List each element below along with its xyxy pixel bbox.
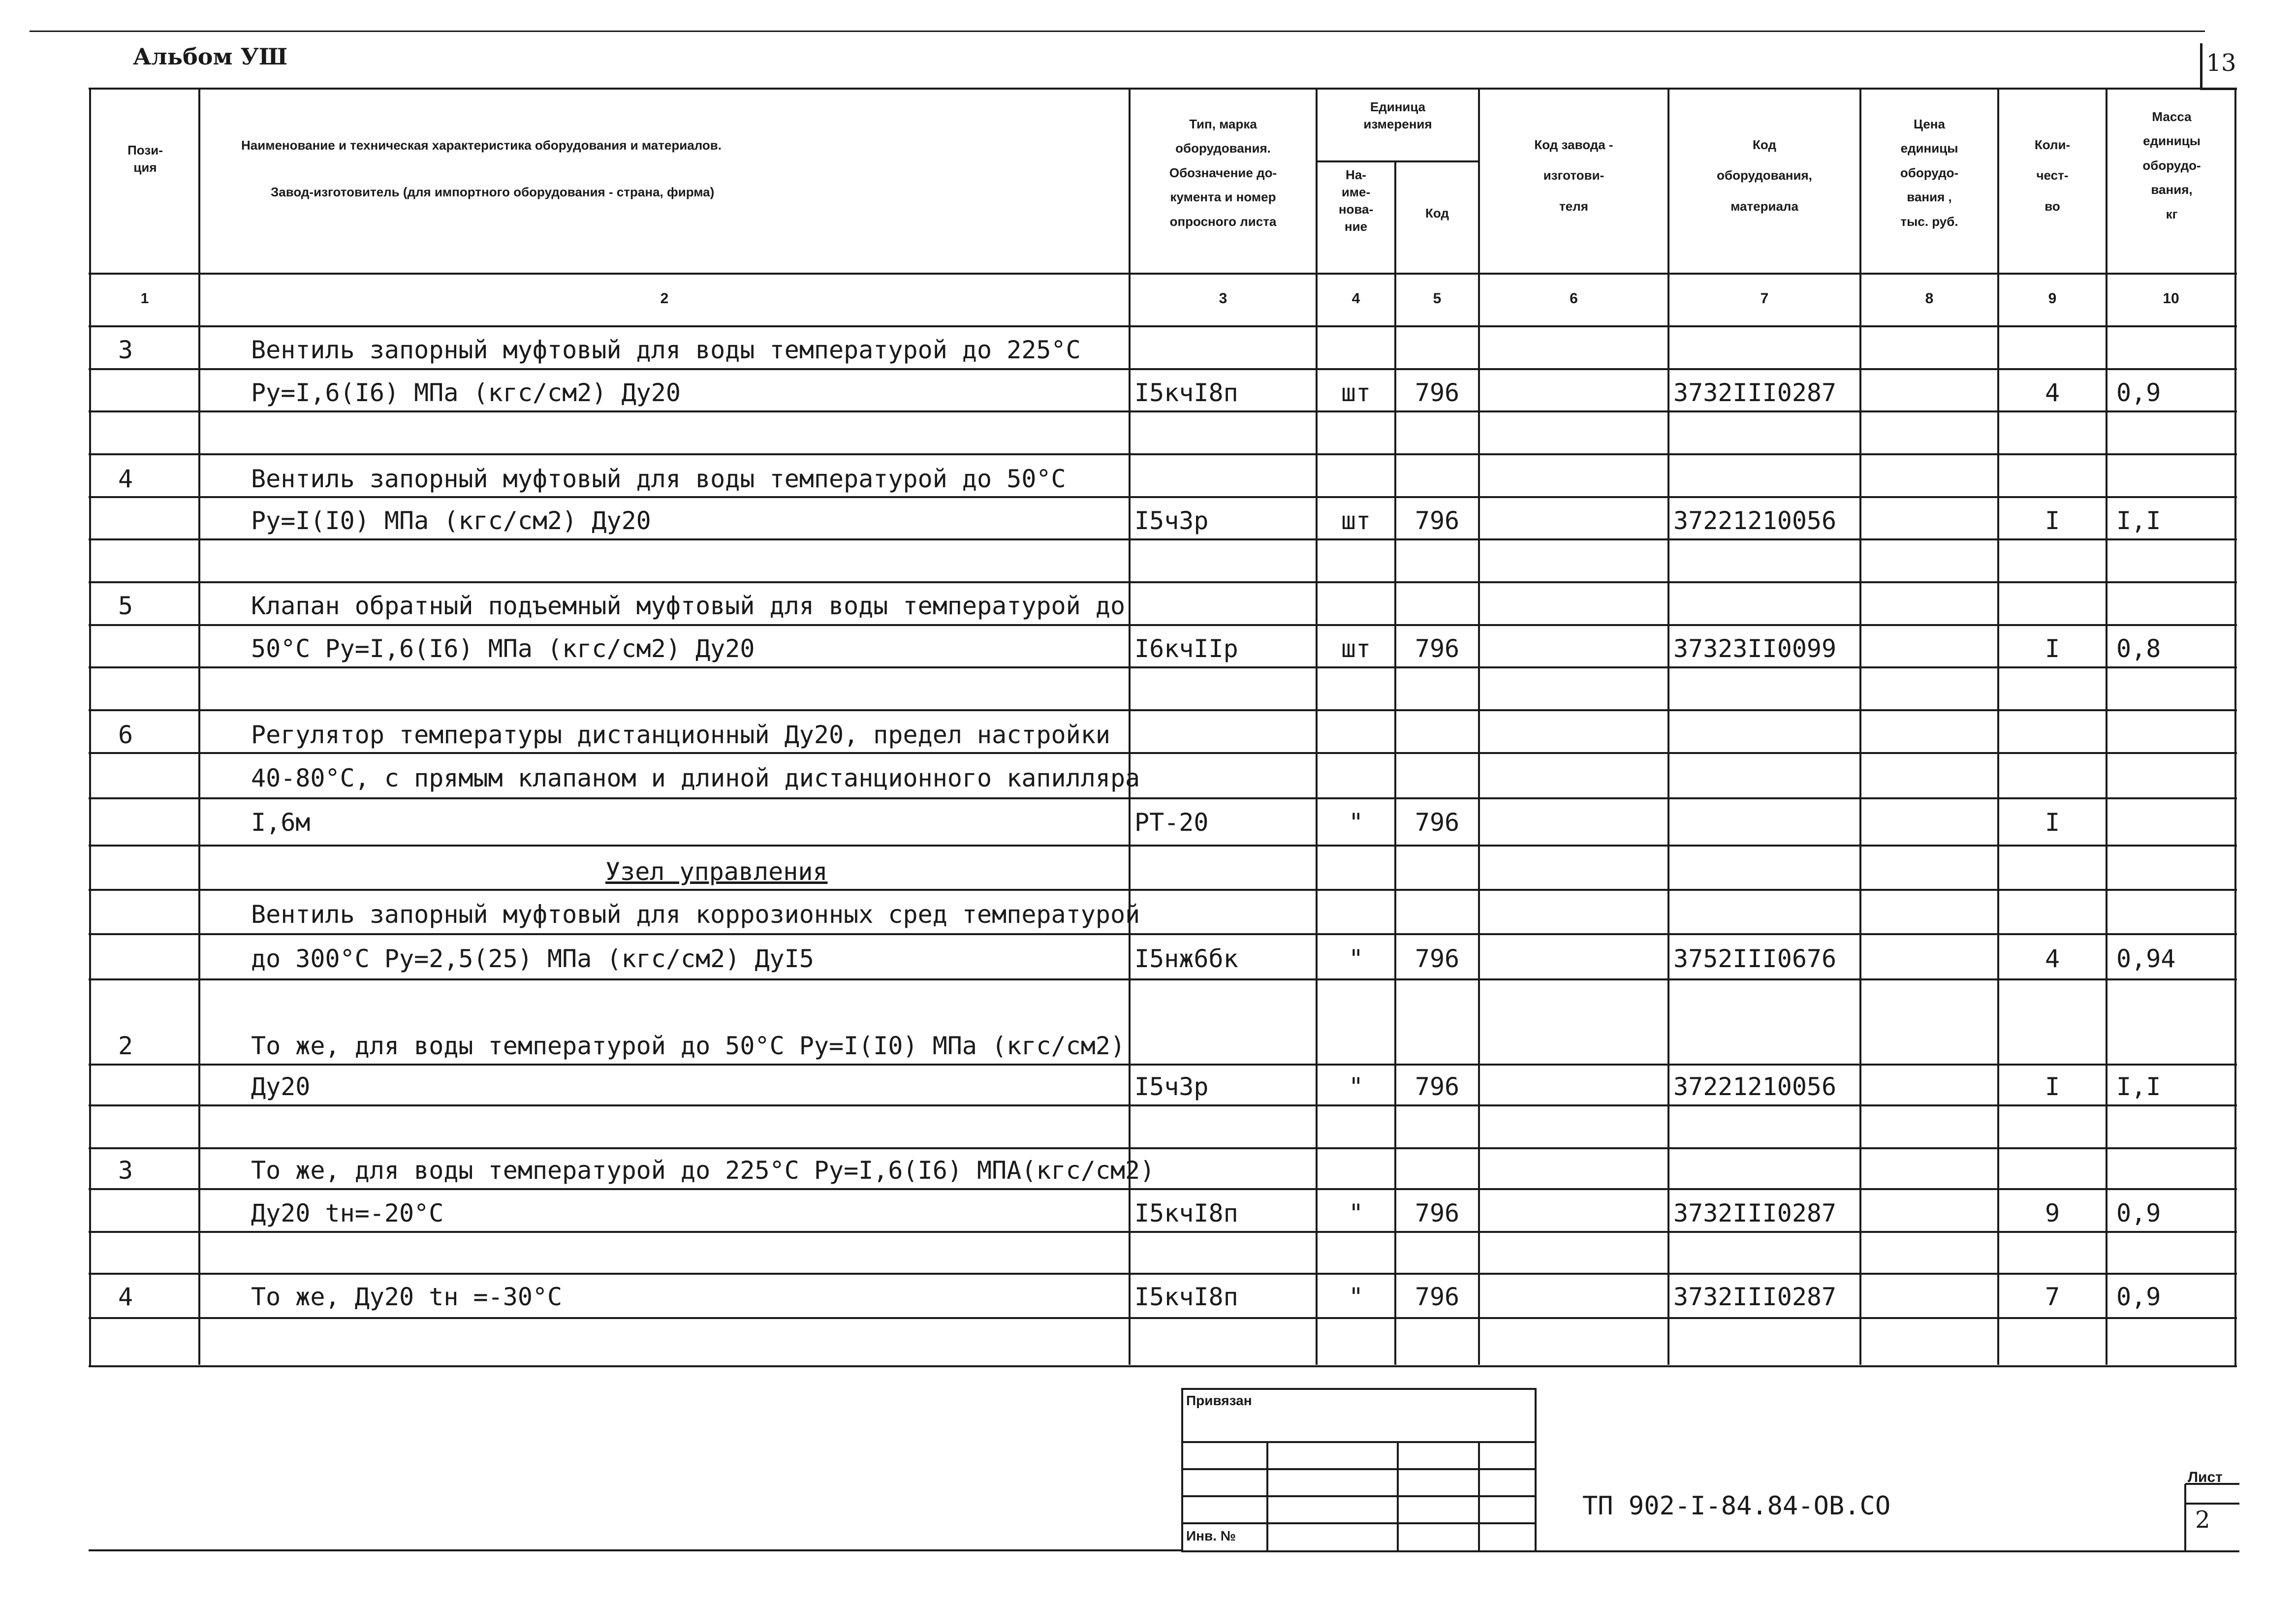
position-cell: 2 [118,1032,133,1060]
stamp-attached-label: Привязан [1186,1393,1252,1408]
unit-code-cell: 796 [1415,1199,1460,1227]
name-cell: То же, для воды температурой до 225°С Ру=I,6(I6) МПА(кгс/см2) [251,1156,1155,1185]
page-number: 13 [2206,49,2236,77]
header-unit-code: Код [1425,206,1449,220]
type-cell: РТ-20 [1134,808,1209,837]
name-cell: Вентиль запорный муфтовый для воды температурой до 225°С [251,336,1081,364]
mass-cell: 0,8 [2116,634,2161,663]
name-cell: Ду20 [251,1072,311,1101]
name-cell: 40-80°С, с прямым клапаном и длиной дистанционного капилляра [251,764,1140,792]
type-cell: I5нж6бк [1134,944,1238,973]
top-rule [30,31,2205,32]
unit-name-cell: " [1348,1199,1364,1227]
quantity-cell: I [2044,506,2060,535]
type-cell: I5кчI8п [1134,378,1238,407]
unit-name-cell: " [1348,1283,1364,1311]
quantity-cell: 7 [2044,1283,2060,1311]
header-unit-name: На- име- нова- ние [1338,167,1374,234]
col-number-1: 1 [140,290,149,307]
col-number-9: 9 [2048,290,2057,307]
name-cell: 50°С Ру=I,6(I6) МПа (кгс/см2) Ду20 [251,634,755,663]
name-cell: Регулятор температуры дистанционный Ду20, предел настройки [251,721,1110,749]
unit-name-cell: шт [1341,378,1371,407]
header-equipment-code: Код оборудования, материала [1717,137,1812,214]
col-number-10: 10 [2163,290,2179,307]
mass-cell: 0,9 [2116,1283,2161,1311]
unit-code-cell: 796 [1415,506,1460,535]
col-number-3: 3 [1219,290,1227,307]
title-block-grid [1181,1388,2244,1555]
unit-name-cell: " [1348,944,1364,973]
col-number-5: 5 [1433,290,1442,307]
name-cell: Вентиль запорный муфтовый для воды температурой до 50°С [251,465,1066,493]
quantity-cell: 9 [2044,1199,2060,1227]
table-body [89,88,2237,1367]
unit-code-cell: 796 [1415,378,1460,407]
mass-cell: 0,9 [2116,1199,2161,1227]
position-cell: 6 [118,721,133,749]
equipment-code-cell: 37221210056 [1673,506,1837,535]
type-cell: I5кчI8п [1134,1199,1238,1227]
name-cell: Ру=I,6(I6) МПа (кгс/см2) Ду20 [251,378,681,407]
type-cell: I6кчIIр [1134,634,1238,663]
mass-cell: 0,94 [2116,944,2176,973]
unit-code-cell: 796 [1415,808,1460,837]
equipment-code-cell: 3732III0287 [1673,1283,1837,1311]
type-cell: I5кчI8п [1134,1283,1238,1311]
type-cell: I5ч3р [1134,1072,1209,1101]
unit-code-cell: 796 [1415,944,1460,973]
quantity-cell: I [2044,808,2060,837]
col-number-8: 8 [1925,290,1934,307]
header-type: Тип, марка оборудования. Обозначение до- кумента и номер опросного листа [1169,117,1277,229]
position-cell: 4 [118,1283,133,1311]
col-number-4: 4 [1352,290,1360,307]
unit-name-cell: шт [1341,634,1371,663]
unit-name-cell: " [1348,1072,1364,1101]
name-cell: I,6м [251,808,311,837]
name-cell: Узел управления [605,857,828,886]
unit-code-cell: 796 [1415,1283,1460,1311]
header-factory-code: Код завода - изготови- теля [1534,137,1613,214]
unit-code-cell: 796 [1415,634,1460,663]
position-cell: 3 [118,1156,133,1185]
name-cell: Клапан обратный подъемный муфтовый для воды температурой до [251,592,1126,620]
header-name-line2: Завод-изготовитель (для импортного оборудования - страна, фирма) [271,185,715,199]
header-price: Цена единицы оборудо- вания , тыс. руб. [1900,117,1959,229]
equipment-code-cell: 3732III0287 [1673,1199,1837,1227]
mass-cell: 0,9 [2116,378,2161,407]
specification-table [89,88,2237,1367]
col-number-2: 2 [660,290,669,307]
name-cell: То же, для воды температурой до 50°С Ру=I(I0) МПа (кгс/см2) [251,1032,1126,1060]
quantity-cell: I [2044,1072,2060,1101]
name-cell: Ду20 tн=-20°С [251,1199,444,1227]
position-cell: 5 [118,592,133,620]
name-cell: То же, Ду20 tн =-30°С [251,1283,563,1311]
mass-cell: I,I [2116,1072,2161,1101]
quantity-cell: I [2044,634,2060,663]
position-cell: 3 [118,336,133,364]
name-cell: Вентиль запорный муфтовый для коррозионных сред температурой [251,900,1140,929]
header-mass: Масса единицы оборудо- вания, кг [2142,109,2201,221]
name-cell: до 300°С Ру=2,5(25) МПа (кгс/см2) ДуI5 [251,944,814,973]
header-quantity: Коли- чест- во [2034,137,2071,214]
sheet-number: 2 [2195,1506,2210,1534]
equipment-code-cell: 37323II0099 [1673,634,1837,663]
unit-code-cell: 796 [1415,1072,1460,1101]
bottom-rule [89,1549,1181,1551]
col-number-6: 6 [1570,290,1578,307]
header-name-line1: Наименование и техническая характеристика оборудования и материалов. [241,138,722,153]
position-cell: 4 [118,465,133,493]
header-unit-group: Единица измерения [1363,99,1432,132]
equipment-code-cell: 3752III0676 [1673,944,1837,973]
sheet-label: Лист [2188,1469,2223,1485]
mass-cell: I,I [2116,506,2161,535]
type-cell: I5ч3р [1134,506,1209,535]
equipment-code-cell: 3732III0287 [1673,378,1837,407]
unit-name-cell: шт [1341,506,1371,535]
equipment-code-cell: 37221210056 [1673,1072,1837,1101]
header-position: Пози- ция [127,143,163,175]
quantity-cell: 4 [2044,378,2060,407]
quantity-cell: 4 [2044,944,2060,973]
stamp-inventory-label: Инв. № [1186,1528,1236,1543]
document-code: ТП 902-I-84.84-ОВ.СО [1582,1491,1891,1521]
album-title: Альбом УШ [133,43,288,70]
col-number-7: 7 [1760,290,1769,307]
name-cell: Ру=I(I0) МПа (кгс/см2) Ду20 [251,506,651,535]
unit-name-cell: " [1348,808,1364,837]
